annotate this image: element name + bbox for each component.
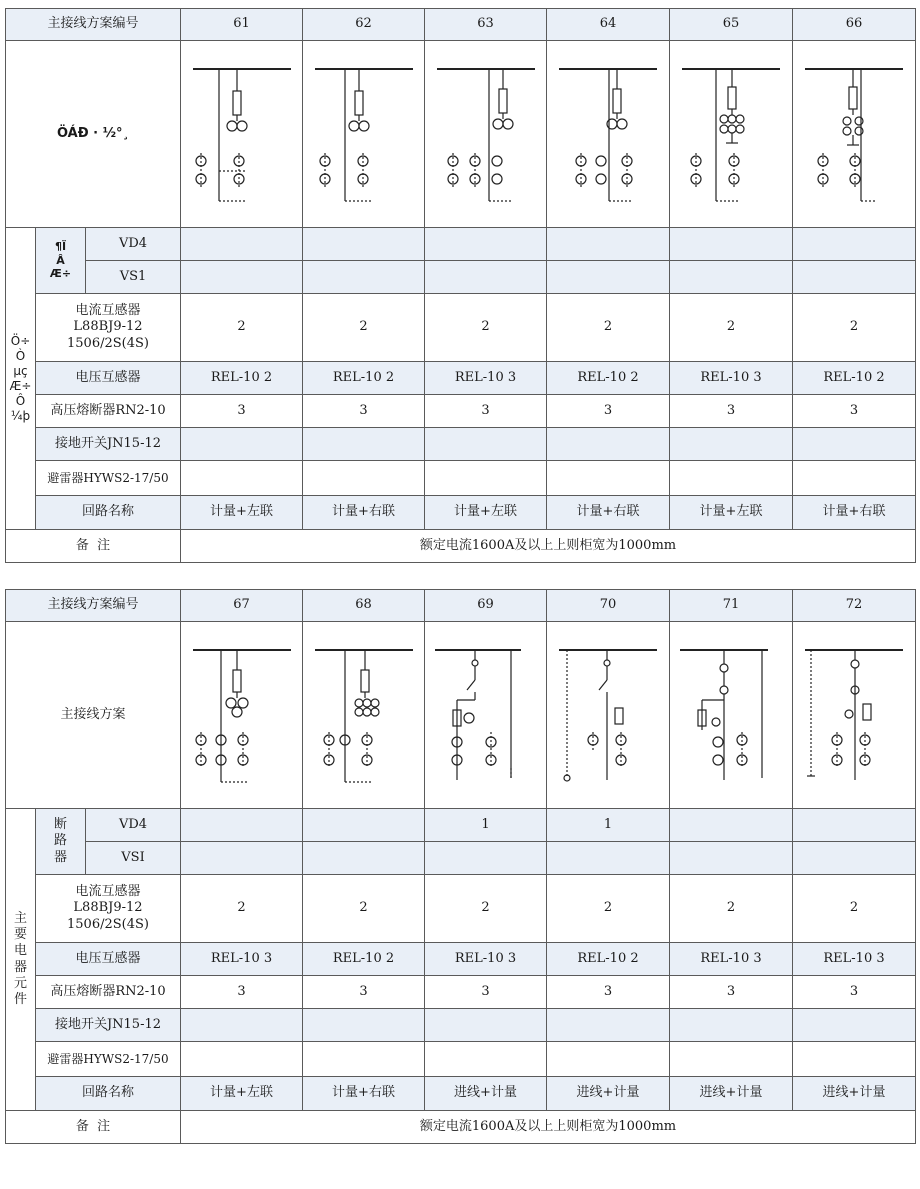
- note-label: 备 注: [6, 1111, 181, 1144]
- earth-switch-value: [181, 428, 303, 461]
- ct-value: 2: [425, 875, 547, 943]
- fuse-value: 3: [670, 395, 793, 428]
- ct-value: 2: [547, 294, 670, 362]
- earth-switch-value: [547, 1009, 670, 1042]
- breaker-char: 断: [53, 817, 67, 833]
- earth-switch-value: [670, 1009, 793, 1042]
- circuit-name-label: 回路名称: [36, 496, 181, 530]
- circuit-name-value: 计量+右联: [793, 496, 916, 530]
- arrester-label: 避雷器HYWS2-17/50: [36, 461, 181, 496]
- earth-switch-value: [670, 428, 793, 461]
- circuit-name-value: 进线+计量: [547, 1077, 670, 1111]
- vsi-value: [181, 261, 303, 294]
- pt-value: REL-10 3: [793, 943, 916, 976]
- pt-value: REL-10 2: [303, 943, 425, 976]
- vsi-value: [425, 261, 547, 294]
- ct-label: [36, 294, 181, 362]
- ct-label-line: 电流互感器: [75, 303, 141, 319]
- arrester-value: [181, 461, 303, 496]
- wiring-diagram-icon: [799, 59, 909, 209]
- ct-value: 2: [793, 875, 916, 943]
- scheme-number: 65: [670, 9, 793, 41]
- wiring-diagram-71: [670, 622, 793, 809]
- scheme-number: 61: [181, 9, 303, 41]
- pt-value: REL-10 3: [425, 362, 547, 395]
- breaker-char: Æ÷: [49, 267, 72, 281]
- wiring-diagram-61: [181, 41, 303, 228]
- pt-value: REL-10 3: [670, 362, 793, 395]
- ct-value: 2: [793, 294, 916, 362]
- pt-value: REL-10 2: [181, 362, 303, 395]
- earth-switch-value: [303, 1009, 425, 1042]
- ct-label-line: 1506/2S(4S): [67, 916, 149, 932]
- arrester-value: [547, 1042, 670, 1077]
- wiring-diagram-icon: [799, 640, 909, 790]
- ct-value: 2: [670, 294, 793, 362]
- wiring-diagram-62: [303, 41, 425, 228]
- scheme-number: 64: [547, 9, 670, 41]
- scheme-number: 70: [547, 590, 670, 622]
- scheme-number: 68: [303, 590, 425, 622]
- fuse-value: 3: [670, 976, 793, 1009]
- fuse-value: 3: [547, 976, 670, 1009]
- breaker-vd4-label: VD4: [86, 228, 181, 261]
- wiring-diagram-68: [303, 622, 425, 809]
- vd4-value: [425, 228, 547, 261]
- vd4-value: [793, 809, 916, 842]
- circuit-name-value: 进线+计量: [425, 1077, 547, 1111]
- fuse-value: 3: [303, 395, 425, 428]
- ct-label-line: L88BJ9-12: [73, 900, 143, 916]
- ct-label-line: 1506/2S(4S): [67, 335, 149, 351]
- arrester-value: [303, 1042, 425, 1077]
- wiring-diagram-69: [425, 622, 547, 809]
- group-char: ¼þ: [10, 408, 31, 423]
- earth-switch-value: [547, 428, 670, 461]
- vsi-value: [181, 842, 303, 875]
- scheme-number: 62: [303, 9, 425, 41]
- group-char: 元: [13, 975, 27, 991]
- wiring-diagram-icon: [676, 59, 786, 209]
- scheme-number: 66: [793, 9, 916, 41]
- group-char: µç: [13, 363, 28, 378]
- earth-switch-value: [793, 428, 916, 461]
- group-char: 主: [13, 910, 27, 926]
- arrester-value: [670, 1042, 793, 1077]
- circuit-name-value: 计量+右联: [303, 1077, 425, 1111]
- arrester-value: [425, 461, 547, 496]
- breaker-vsi-label: VSI: [86, 842, 181, 875]
- ct-label-line: 电流互感器: [75, 884, 141, 900]
- breaker-vsi-label: VS1: [86, 261, 181, 294]
- fuse-value: 3: [181, 395, 303, 428]
- wiring-diagram-63: [425, 41, 547, 228]
- pt-label: 电压互感器: [36, 943, 181, 976]
- circuit-name-value: 计量+右联: [547, 496, 670, 530]
- component-group-label: [6, 228, 36, 530]
- wiring-diagram-65: [670, 41, 793, 228]
- fuse-value: 3: [793, 395, 916, 428]
- vd4-value: [303, 228, 425, 261]
- wiring-diagram-icon: [309, 640, 419, 790]
- scheme-number-label: 主接线方案编号: [6, 590, 181, 622]
- vsi-value: [547, 842, 670, 875]
- vd4-value: [670, 809, 793, 842]
- wiring-diagram-icon: [553, 59, 663, 209]
- circuit-name-label: 回路名称: [36, 1077, 181, 1111]
- fuse-label: 高压熔断器RN2-10: [36, 976, 181, 1009]
- ct-label: [36, 875, 181, 943]
- vd4-value: [547, 228, 670, 261]
- ct-value: 2: [425, 294, 547, 362]
- pt-value: REL-10 3: [670, 943, 793, 976]
- note-label: 备 注: [6, 530, 181, 563]
- diagram-row-label: 主接线方案: [6, 622, 181, 809]
- vsi-value: [547, 261, 670, 294]
- circuit-name-value: 进线+计量: [670, 1077, 793, 1111]
- diagram-row-label: ÖÁÐ · ½°¸: [6, 41, 181, 228]
- scheme-number: 71: [670, 590, 793, 622]
- earth-switch-value: [303, 428, 425, 461]
- pt-value: REL-10 2: [303, 362, 425, 395]
- vd4-value: [303, 809, 425, 842]
- scheme-number-label: 主接线方案编号: [6, 9, 181, 41]
- scheme-table-1: [5, 8, 916, 563]
- fuse-value: 3: [547, 395, 670, 428]
- breaker-char: Â: [56, 253, 65, 267]
- breaker-char: 器: [53, 849, 67, 865]
- vd4-value: [793, 228, 916, 261]
- group-char: Ö÷: [10, 333, 31, 348]
- group-char: Ô: [15, 393, 26, 408]
- pt-value: REL-10 2: [793, 362, 916, 395]
- arrester-value: [547, 461, 670, 496]
- breaker-label: [36, 228, 86, 294]
- pt-label: 电压互感器: [36, 362, 181, 395]
- wiring-diagram-icon: [553, 640, 663, 790]
- group-char: Ò: [15, 348, 26, 363]
- arrester-value: [793, 461, 916, 496]
- earth-switch-value: [425, 1009, 547, 1042]
- vd4-value: [670, 228, 793, 261]
- fuse-value: 3: [425, 976, 547, 1009]
- group-char: 件: [13, 992, 27, 1007]
- wiring-diagram-67: [181, 622, 303, 809]
- breaker-vd4-label: VD4: [86, 809, 181, 842]
- circuit-name-value: 计量+右联: [303, 496, 425, 530]
- vd4-value: [181, 228, 303, 261]
- vsi-value: [793, 842, 916, 875]
- arrester-value: [793, 1042, 916, 1077]
- ct-value: 2: [303, 875, 425, 943]
- ct-value: 2: [181, 294, 303, 362]
- earth-switch-label: 接地开关JN15-12: [36, 1009, 181, 1042]
- scheme-number: 69: [425, 590, 547, 622]
- earth-switch-value: [793, 1009, 916, 1042]
- wiring-diagram-64: [547, 41, 670, 228]
- circuit-name-value: 计量+左联: [181, 1077, 303, 1111]
- pt-value: REL-10 2: [547, 943, 670, 976]
- circuit-name-value: 计量+左联: [425, 496, 547, 530]
- earth-switch-label: 接地开关JN15-12: [36, 428, 181, 461]
- fuse-value: 3: [425, 395, 547, 428]
- earth-switch-value: [181, 1009, 303, 1042]
- ct-value: 2: [670, 875, 793, 943]
- wiring-diagram-icon: [187, 640, 297, 790]
- vsi-value: [670, 261, 793, 294]
- earth-switch-value: [425, 428, 547, 461]
- pt-value: REL-10 3: [181, 943, 303, 976]
- breaker-label: [36, 809, 86, 875]
- fuse-value: 3: [793, 976, 916, 1009]
- vsi-value: [670, 842, 793, 875]
- wiring-diagram-icon: [309, 59, 419, 209]
- pt-value: REL-10 3: [425, 943, 547, 976]
- group-char: 电: [13, 943, 27, 959]
- scheme-number: 67: [181, 590, 303, 622]
- wiring-diagram-icon: [676, 640, 786, 790]
- wiring-diagram-72: [793, 622, 916, 809]
- vd4-value: 1: [425, 809, 547, 842]
- ct-value: 2: [303, 294, 425, 362]
- group-char: 器: [13, 959, 27, 975]
- wiring-diagram-66: [793, 41, 916, 228]
- arrester-value: [670, 461, 793, 496]
- ct-value: 2: [181, 875, 303, 943]
- scheme-number: 72: [793, 590, 916, 622]
- vsi-value: [425, 842, 547, 875]
- ct-value: 2: [547, 875, 670, 943]
- fuse-label: 高压熔断器RN2-10: [36, 395, 181, 428]
- vd4-value: [181, 809, 303, 842]
- arrester-value: [425, 1042, 547, 1077]
- vsi-value: [303, 842, 425, 875]
- arrester-value: [303, 461, 425, 496]
- vsi-value: [793, 261, 916, 294]
- fuse-value: 3: [181, 976, 303, 1009]
- note-text: 额定电流1600A及以上上则柜宽为1000mm: [181, 530, 916, 563]
- note-text: 额定电流1600A及以上上则柜宽为1000mm: [181, 1111, 916, 1144]
- circuit-name-value: 计量+左联: [181, 496, 303, 530]
- group-char: Æ÷: [9, 378, 32, 393]
- wiring-diagram-icon: [431, 640, 541, 790]
- pt-value: REL-10 2: [547, 362, 670, 395]
- wiring-diagram-70: [547, 622, 670, 809]
- vd4-value: 1: [547, 809, 670, 842]
- circuit-name-value: 进线+计量: [793, 1077, 916, 1111]
- group-char: 要: [13, 927, 27, 942]
- arrester-label: 避雷器HYWS2-17/50: [36, 1042, 181, 1077]
- wiring-diagram-icon: [431, 59, 541, 209]
- circuit-name-value: 计量+左联: [670, 496, 793, 530]
- breaker-char: ¶Ï: [54, 239, 67, 253]
- wiring-diagram-icon: [187, 59, 297, 209]
- scheme-number: 63: [425, 9, 547, 41]
- arrester-value: [181, 1042, 303, 1077]
- component-group-label: [6, 809, 36, 1111]
- ct-label-line: L88BJ9-12: [73, 319, 143, 335]
- vsi-value: [303, 261, 425, 294]
- scheme-table-2: [5, 589, 916, 1144]
- breaker-char: 路: [53, 833, 67, 849]
- fuse-value: 3: [303, 976, 425, 1009]
